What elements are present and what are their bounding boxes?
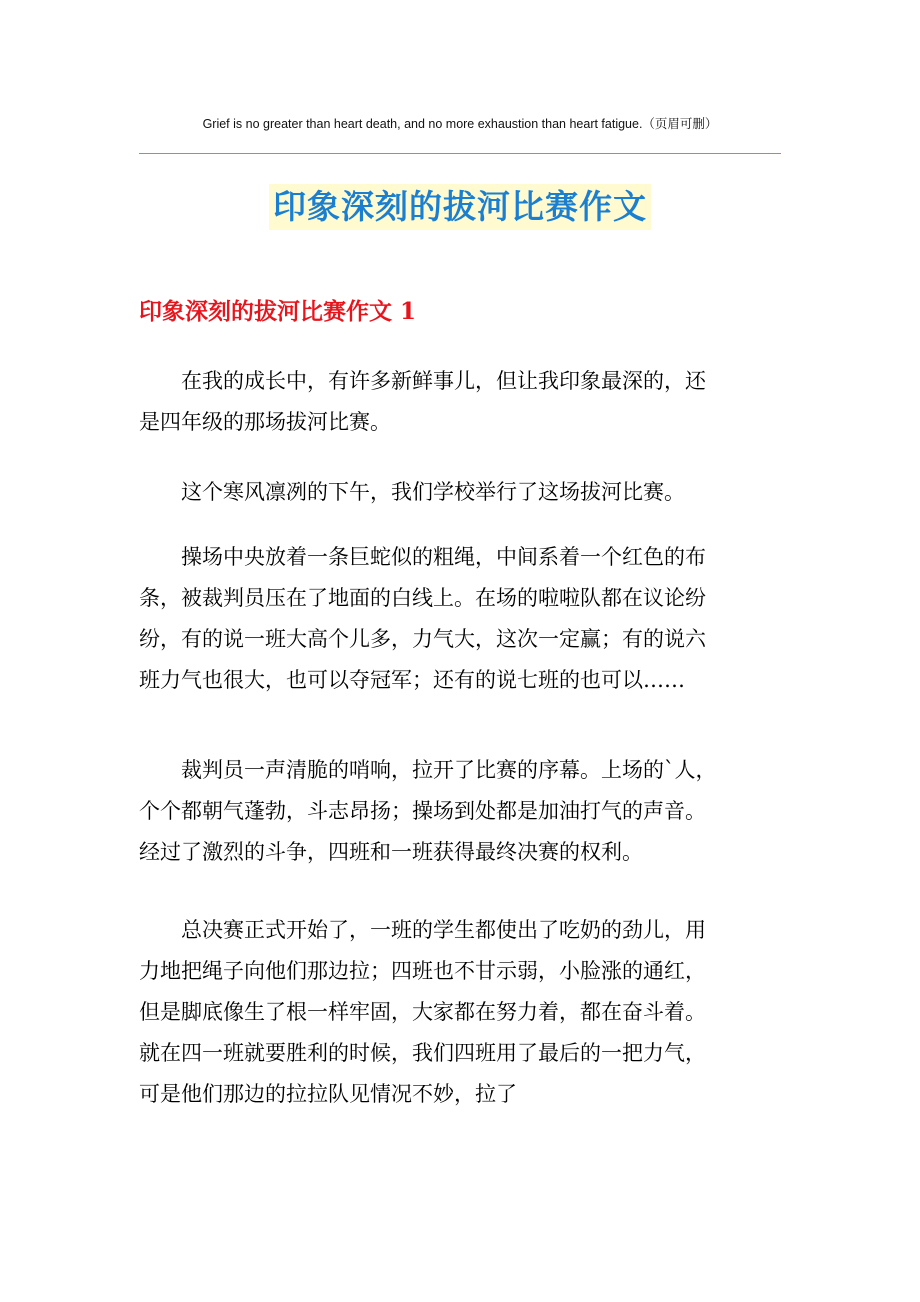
paragraph-line: 经过了激烈的斗争，四班和一班获得最终决赛的权利。 [139,840,643,864]
paragraph-line: 是四年级的那场拔河比赛。 [139,410,391,434]
paragraph-2 [139,472,781,513]
paragraph-3 [139,537,781,701]
section-heading: 印象深刻的拔河比赛作文 1 [139,298,417,325]
paragraph-4 [139,750,781,873]
paragraph-line: 个个都朝气蓬勃，斗志昂扬；操场到处都是加油打气的声音。 [139,799,706,823]
paragraph-line: 在我的成长中，有许多新鲜事儿，但让我印象最深的，还 [181,369,706,393]
paragraph-line: 力地把绳子向他们那边拉；四班也不甘示弱，小脸涨的通红， [139,959,706,983]
paragraph-line: 裁判员一声清脆的哨响，拉开了比赛的序幕。上场的`人， [181,758,717,782]
paragraph-line: 但是脚底像生了根一样牢固，大家都在努力着，都在奋斗着。 [139,1000,706,1024]
paragraph-line: 纷，有的说一班大高个儿多，力气大，这次一定赢；有的说六 [139,627,706,651]
paragraph-line: 班力气也很大，也可以夺冠军；还有的说七班的也可以…… [139,668,685,692]
paragraph-line: 条，被裁判员压在了地面的白线上。在场的啦啦队都在议论纷 [139,586,706,610]
paragraph-line: 就在四一班就要胜利的时候，我们四班用了最后的一把力气， [139,1041,706,1065]
title-container [0,184,920,230]
paragraph-line: 操场中央放着一条巨蛇似的粗绳，中间系着一个红色的布 [181,545,706,569]
paragraph-line: 可是他们那边的拉拉队见情况不妙，拉了 [139,1082,517,1106]
header-divider [139,153,781,154]
paragraph-1 [139,361,781,443]
document-title: 印象深刻的拔河比赛作文 [269,184,651,230]
paragraph-line: 总决赛正式开始了，一班的学生都使出了吃奶的劲儿，用 [181,918,706,942]
page-header-text: Grief is no greater than heart death, and no more exhaustion than heart fatigue.（页眉可删） [202,117,718,131]
paragraph-line: 这个寒风凛冽的下午，我们学校举行了这场拔河比赛。 [181,480,685,504]
paragraph-5 [139,910,781,1115]
